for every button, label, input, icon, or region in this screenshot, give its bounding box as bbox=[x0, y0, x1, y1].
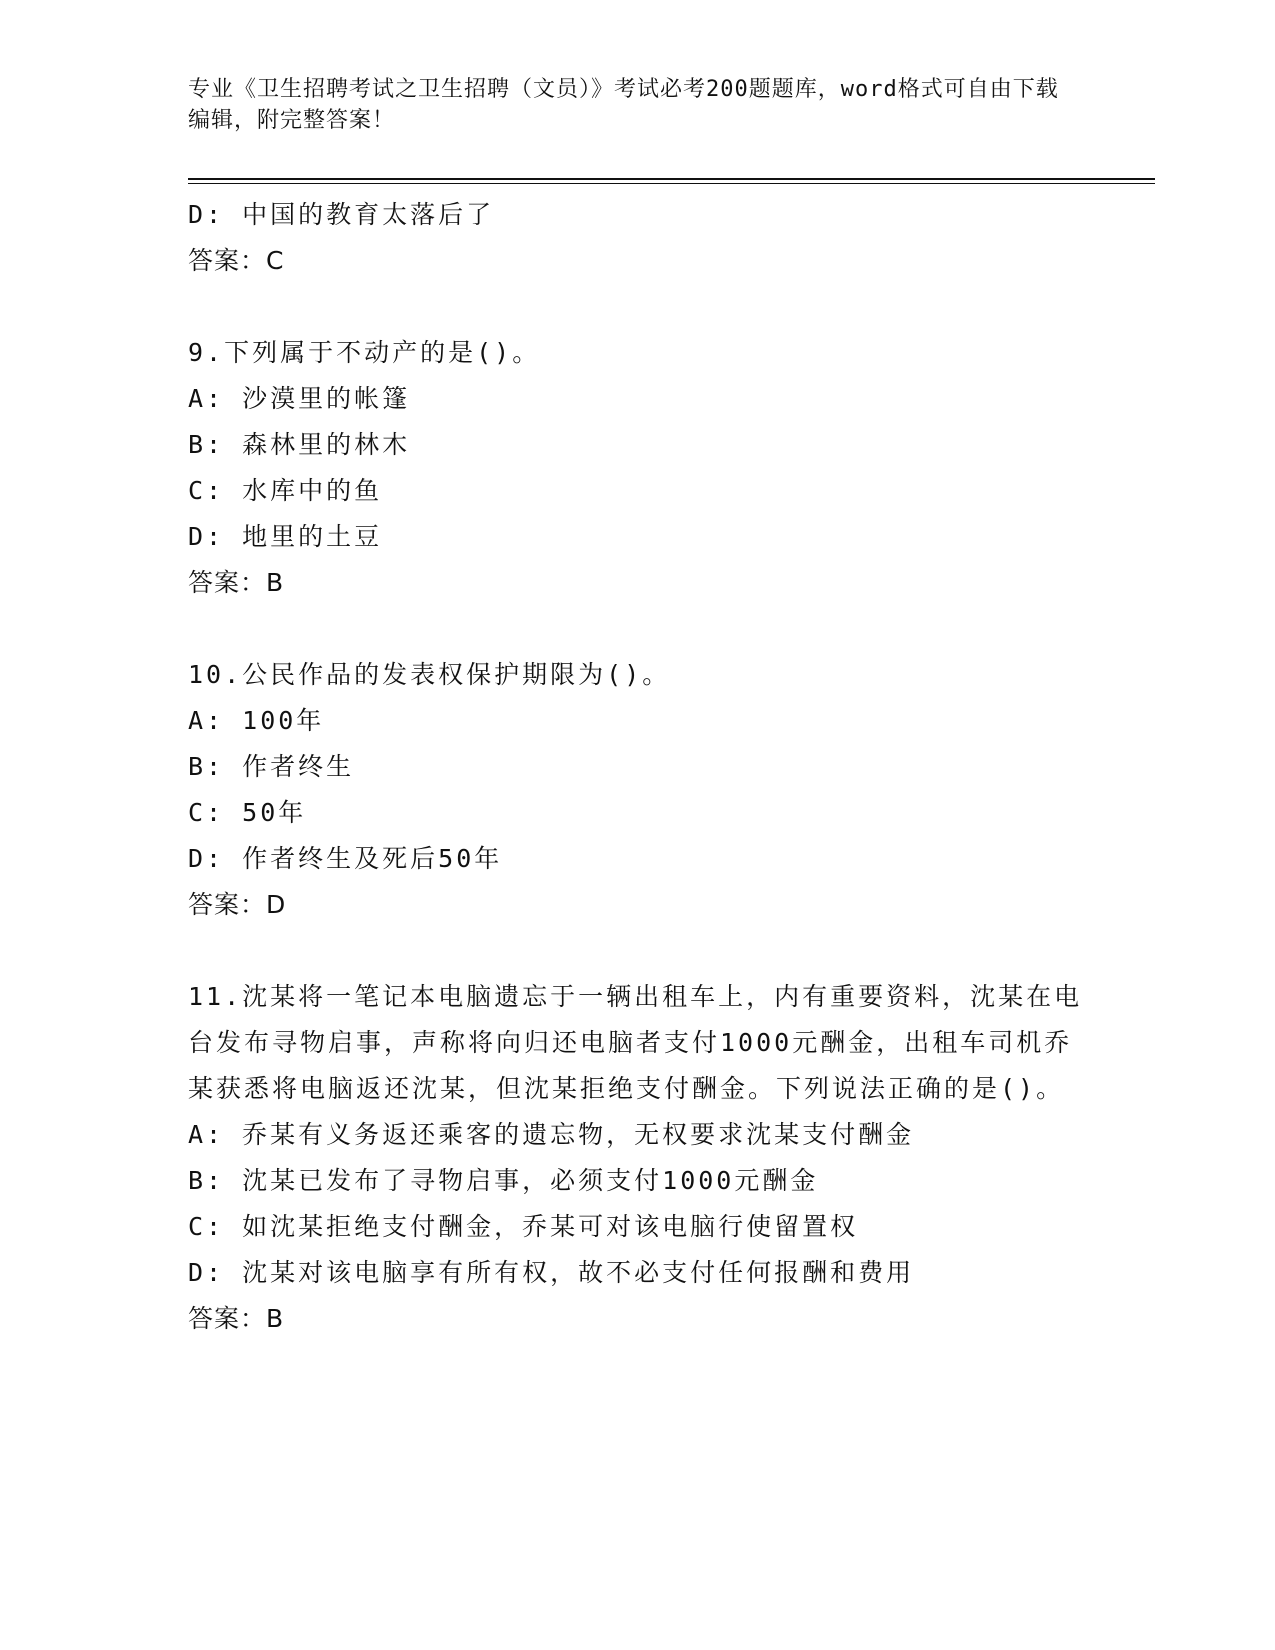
option-c: C: 水库中的鱼 bbox=[188, 476, 383, 505]
question-block-10 bbox=[188, 652, 1088, 928]
answer-line: 答案：B bbox=[188, 1304, 285, 1333]
option-a: A: 沙漠里的帐篷 bbox=[188, 384, 411, 413]
option-d: D: 地里的土豆 bbox=[188, 522, 383, 551]
option-d: D: 中国的教育太落后了 bbox=[188, 200, 495, 229]
header-text: 专业《卫生招聘考试之卫生招聘（文员）》考试必考200题题库，word格式可自由下载编辑，附完整答案！ bbox=[188, 77, 1059, 133]
option-c: C: 50年 bbox=[188, 798, 307, 827]
question-text: 9.下列属于不动产的是()。 bbox=[188, 338, 541, 367]
question-list bbox=[188, 192, 1088, 1342]
question-block-previous bbox=[188, 192, 1088, 284]
question-text: 11.沈某将一笔记本电脑遗忘于一辆出租车上，内有重要资料，沈某在电台发布寻物启事，声称将向归还电脑者支付1000元酬金，出租车司机乔某获悉将电脑返还沈某，但沈某拒绝支付酬金。下列说法正确的是()。 bbox=[188, 982, 1083, 1103]
spacer bbox=[188, 606, 1088, 652]
answer-line: 答案：B bbox=[188, 568, 285, 597]
question-block-11 bbox=[188, 974, 1088, 1342]
option-c: C: 如沈某拒绝支付酬金，乔某可对该电脑行使留置权 bbox=[188, 1212, 859, 1241]
question-block-9 bbox=[188, 330, 1088, 606]
spacer bbox=[188, 284, 1088, 330]
option-d: D: 作者终生及死后50年 bbox=[188, 844, 503, 873]
option-d: D: 沈某对该电脑享有所有权，故不必支付任何报酬和费用 bbox=[188, 1258, 915, 1287]
answer-line: 答案：D bbox=[188, 890, 287, 919]
spacer bbox=[188, 928, 1088, 974]
option-b: B: 森林里的林木 bbox=[188, 430, 411, 459]
header-divider-thin bbox=[188, 183, 1155, 184]
question-text: 10.公民作品的发表权保护期限为()。 bbox=[188, 660, 671, 689]
option-b: B: 作者终生 bbox=[188, 752, 355, 781]
option-a: A: 乔某有义务返还乘客的遗忘物，无权要求沈某支付酬金 bbox=[188, 1120, 915, 1149]
option-b: B: 沈某已发布了寻物启事，必须支付1000元酬金 bbox=[188, 1166, 819, 1195]
answer-line: 答案：C bbox=[188, 246, 285, 275]
document-header bbox=[188, 74, 1068, 136]
option-a: A: 100年 bbox=[188, 706, 325, 735]
header-divider-thick bbox=[188, 178, 1155, 180]
